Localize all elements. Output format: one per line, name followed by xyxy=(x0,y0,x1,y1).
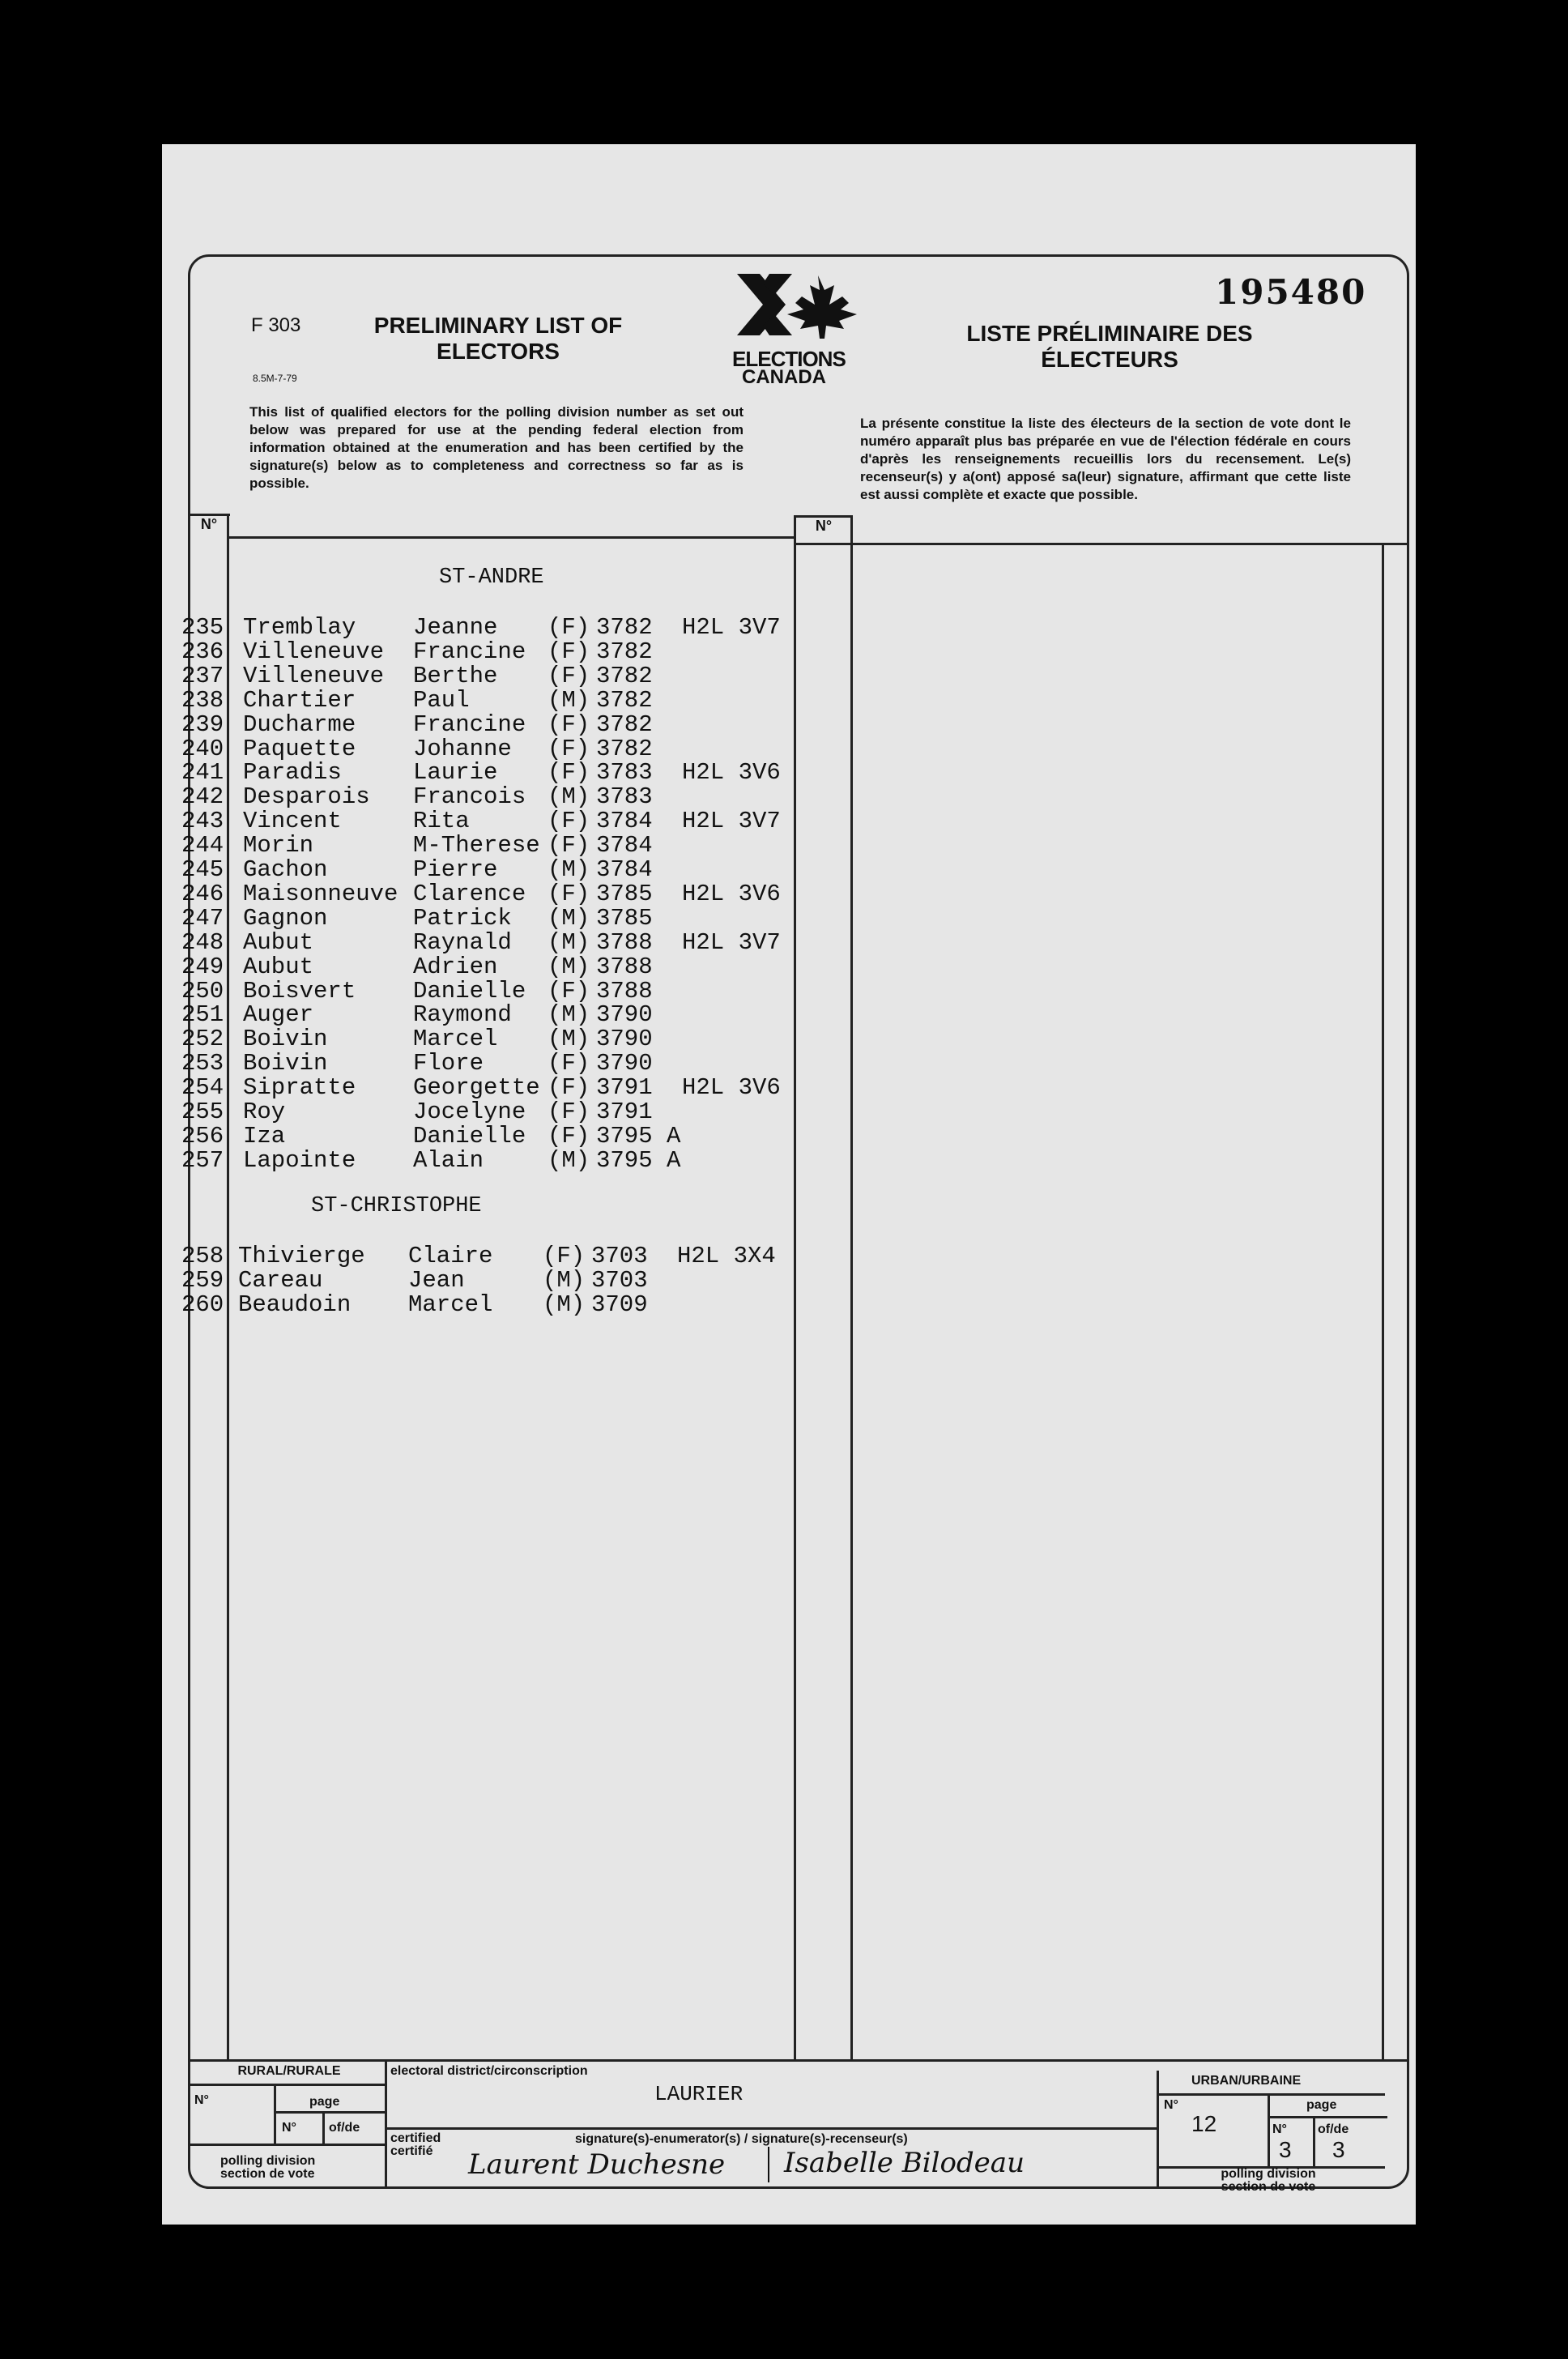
elector-civic-number: 3709 xyxy=(591,1290,648,1318)
rural-label: RURAL/RURALE xyxy=(237,2064,341,2078)
rural-box xyxy=(188,2059,387,2189)
elector-civic-number: 3782 xyxy=(596,662,653,689)
elector-given-name: Alain xyxy=(413,1146,484,1174)
elector-civic-number: 3782 xyxy=(596,614,653,641)
elector-number: 258 xyxy=(181,1243,224,1269)
elector-civic-number: 3782 xyxy=(596,735,653,762)
elector-row xyxy=(0,953,810,978)
elector-given-name: Berthe xyxy=(413,662,498,689)
elector-number: 251 xyxy=(181,1001,224,1029)
elector-given-name: Marcel xyxy=(408,1290,493,1318)
elector-surname: Villeneuve xyxy=(243,638,385,665)
elector-given-name: Flore xyxy=(413,1050,484,1077)
elector-number: 238 xyxy=(181,686,224,714)
elector-sex: (F) xyxy=(548,614,590,641)
rural-of-label: of/de xyxy=(329,2121,360,2135)
elector-given-name: Rita xyxy=(413,808,470,835)
title-english: PRELIMINARY LIST OF ELECTORS xyxy=(373,313,623,364)
intro-english: This list of qualified electors for the polling division number as set out below was prepared for use at the pending federal election from information obtained at the enumeration and has been certified by the signature(s) below as to completeness and correctness so far as is possible. xyxy=(249,404,744,491)
elector-sex: (F) xyxy=(548,1122,590,1150)
elector-sex: (F) xyxy=(548,1050,590,1077)
elector-row xyxy=(0,928,810,956)
elector-row xyxy=(0,904,810,932)
elector-given-name: Jean xyxy=(408,1266,465,1294)
elector-surname: Lapointe xyxy=(243,1146,356,1174)
urban-page-no-value: 3 xyxy=(1279,2137,1292,2162)
elector-row xyxy=(0,1122,810,1150)
elector-number: 235 xyxy=(181,614,224,641)
elector-given-name: Georgette xyxy=(413,1074,540,1102)
elector-row xyxy=(0,1050,810,1077)
district-value: LAURIER xyxy=(654,2082,744,2106)
elector-surname: Boivin xyxy=(243,1050,328,1077)
elector-row xyxy=(0,1098,810,1123)
elector-number: 252 xyxy=(181,1026,224,1053)
elector-number: 236 xyxy=(181,638,224,665)
elector-given-name: Claire xyxy=(408,1243,493,1269)
section-heading-st-andre: ST-ANDRE xyxy=(439,565,544,590)
header-divider-right xyxy=(794,543,1409,545)
elector-civic-number: 3785 xyxy=(596,880,653,907)
rural-no-label: N° xyxy=(194,2093,209,2107)
header-divider-mid xyxy=(227,536,795,539)
elector-surname: Boisvert xyxy=(243,977,356,1005)
elector-sex: (F) xyxy=(548,710,590,738)
elector-number: 239 xyxy=(181,710,224,738)
elector-number: 256 xyxy=(181,1122,224,1150)
elector-surname: Ducharme xyxy=(243,710,356,738)
logo-text-elections: ELECTIONS xyxy=(732,347,846,371)
elector-given-name: Francine xyxy=(413,638,526,665)
elector-postal-code: H2L 3V6 xyxy=(682,880,781,907)
elector-civic-number: 3782 xyxy=(596,638,653,665)
elector-sex: (F) xyxy=(548,808,590,835)
column-header-no-left: N° xyxy=(200,516,218,532)
elector-sex: (F) xyxy=(543,1243,586,1269)
elector-row xyxy=(0,1001,810,1029)
urban-no-label: N° xyxy=(1164,2098,1178,2112)
elector-row xyxy=(0,1074,810,1102)
elector-civic-number: 3782 xyxy=(596,686,653,714)
elector-surname: Gachon xyxy=(243,856,328,883)
rural-page-label: page xyxy=(309,2095,340,2109)
elector-sex: (M) xyxy=(548,1146,590,1174)
urban-divider xyxy=(1159,2093,1385,2096)
urban-no-divider xyxy=(1268,2093,1270,2168)
elector-given-name: Raynald xyxy=(413,928,512,956)
elector-row xyxy=(0,881,810,905)
elector-number: 254 xyxy=(181,1074,224,1102)
elector-sex: (F) xyxy=(548,832,590,860)
elector-civic-number: 3784 xyxy=(596,832,653,860)
elector-surname: Aubut xyxy=(243,928,314,956)
elector-sex: (F) xyxy=(548,735,590,762)
elector-number: 242 xyxy=(181,783,224,811)
elector-surname: Boivin xyxy=(243,1026,328,1053)
elector-row xyxy=(0,638,810,663)
elector-civic-number: 3790 xyxy=(596,1050,653,1077)
section-heading-st-christophe: ST-CHRISTOPHE xyxy=(311,1194,482,1218)
elector-row xyxy=(0,1243,810,1267)
elector-given-name: Marcel xyxy=(413,1026,498,1053)
elector-given-name: Adrien xyxy=(413,953,498,980)
elector-row xyxy=(0,759,810,787)
elector-given-name: Jocelyne xyxy=(413,1098,526,1125)
form-date: 8.5M-7-79 xyxy=(253,373,297,384)
elector-sex: (F) xyxy=(548,977,590,1005)
elector-surname: Paquette xyxy=(243,735,356,762)
elector-surname: Paradis xyxy=(243,759,342,787)
urban-page-no-label: N° xyxy=(1272,2122,1287,2136)
elector-row xyxy=(0,736,810,760)
title-french: LISTE PRÉLIMINAIRE DES ÉLECTEURS xyxy=(966,321,1253,372)
elector-given-name: Paul xyxy=(413,686,470,714)
logo-text-canada: CANADA xyxy=(742,366,826,388)
elector-given-name: Danielle xyxy=(413,1122,526,1150)
elector-given-name: Danielle xyxy=(413,977,526,1005)
elector-sex: (M) xyxy=(548,904,590,932)
urban-of-value: 3 xyxy=(1332,2137,1345,2162)
column-right-no-line xyxy=(850,515,853,2059)
rural-page-divider xyxy=(274,2111,387,2114)
rural-divider xyxy=(188,2084,385,2086)
elector-civic-number: 3791 xyxy=(596,1074,653,1102)
elector-postal-code: H2L 3V6 xyxy=(682,1074,781,1102)
elector-number: 253 xyxy=(181,1050,224,1077)
elector-postal-code: H2L 3V6 xyxy=(682,759,781,787)
urban-label: URBAN/URBAINE xyxy=(1191,2074,1302,2088)
elector-surname: Maisonneuve xyxy=(243,880,398,907)
elector-given-name: Johanne xyxy=(413,735,512,762)
elector-sex: (M) xyxy=(548,928,590,956)
elector-row xyxy=(0,1026,810,1053)
signature-separator xyxy=(768,2147,769,2182)
elector-row xyxy=(0,711,810,736)
elector-surname: Chartier xyxy=(243,686,356,714)
elector-surname: Vincent xyxy=(243,808,342,835)
elector-number: 237 xyxy=(181,662,224,689)
elector-given-name: Francois xyxy=(413,783,526,811)
urban-polling-label: polling division section de vote xyxy=(1221,2167,1316,2194)
elector-number: 240 xyxy=(181,735,224,762)
elector-surname: Sipratte xyxy=(243,1074,356,1102)
elector-civic-number: 3784 xyxy=(596,808,653,835)
elector-row xyxy=(0,977,810,1005)
elector-civic-number: 3784 xyxy=(596,856,653,883)
elector-sex: (M) xyxy=(548,856,590,883)
elector-surname: Beaudoin xyxy=(238,1290,352,1318)
elector-surname: Iza xyxy=(243,1122,286,1150)
elector-given-name: Raymond xyxy=(413,1001,512,1029)
rural-bottom-divider xyxy=(188,2144,385,2146)
elector-number: 260 xyxy=(181,1290,224,1318)
serial-number: 195480 xyxy=(1215,272,1367,312)
elector-row xyxy=(0,686,810,714)
elector-given-name: Francine xyxy=(413,710,526,738)
elector-number: 247 xyxy=(181,904,224,932)
elector-number: 257 xyxy=(181,1146,224,1174)
rural-no-divider xyxy=(274,2084,276,2145)
elector-civic-number: 3788 xyxy=(596,953,653,980)
elector-given-name: Jeanne xyxy=(413,614,498,641)
elector-sex: (F) xyxy=(548,880,590,907)
elector-number: 249 xyxy=(181,953,224,980)
signature-label: signature(s)-enumerator(s) / signature(s)-recenseur(s) xyxy=(575,2132,908,2146)
elector-sex: (M) xyxy=(548,1026,590,1053)
maple-leaf-x-icon xyxy=(721,272,883,353)
elector-number: 259 xyxy=(181,1266,224,1294)
elector-civic-number: 3783 xyxy=(596,783,653,811)
district-box xyxy=(387,2059,1157,2189)
elector-row xyxy=(0,832,810,860)
urban-of-label: of/de xyxy=(1318,2122,1349,2136)
certified-label: certified certifié xyxy=(390,2131,441,2158)
elector-number: 255 xyxy=(181,1098,224,1125)
elector-civic-number: 3785 xyxy=(596,904,653,932)
elector-number: 243 xyxy=(181,808,224,835)
elector-row xyxy=(0,808,810,835)
elector-given-name: Pierre xyxy=(413,856,498,883)
elector-sex: (M) xyxy=(548,953,590,980)
elector-surname: Morin xyxy=(243,832,314,860)
elector-civic-number: 3790 xyxy=(596,1001,653,1029)
elector-sex: (M) xyxy=(548,783,590,811)
elector-given-name: Patrick xyxy=(413,904,512,932)
intro-french: La présente constitue la liste des électeurs de la section de vote dont le numéro apparaît plus bas préparée en vue de l'élection fédérale en cours d'après les renseignements recueillis lors du recensement. Le(s) recenseur(s) y a(ont) apposé sa(leur) signature, affirmant que cette liste est aussi complète et exacte que possible. xyxy=(860,416,1351,502)
elector-postal-code: H2L 3X4 xyxy=(677,1243,776,1269)
column-header-no-right: N° xyxy=(815,518,833,534)
elector-civic-number: 3783 xyxy=(596,759,653,787)
elector-surname: Thivierge xyxy=(238,1243,365,1269)
elector-row xyxy=(0,783,810,811)
elector-postal-code: H2L 3V7 xyxy=(682,808,781,835)
elector-number: 245 xyxy=(181,856,224,883)
elector-number: 246 xyxy=(181,880,224,907)
elector-row xyxy=(0,663,810,687)
elector-row xyxy=(0,1266,810,1294)
elector-sex: (M) xyxy=(543,1290,586,1318)
elector-number: 248 xyxy=(181,928,224,956)
elector-civic-number: 3795 A xyxy=(596,1122,681,1150)
urban-box xyxy=(1157,2071,1385,2194)
elector-sex: (F) xyxy=(548,1098,590,1125)
elector-surname: Careau xyxy=(238,1266,323,1294)
elector-given-name: M-Therese xyxy=(413,832,540,860)
elector-number: 250 xyxy=(181,977,224,1005)
elector-civic-number: 3790 xyxy=(596,1026,653,1053)
elector-sex: (F) xyxy=(548,1074,590,1102)
elector-given-name: Clarence xyxy=(413,880,526,907)
column-right-inner-line xyxy=(1382,543,1384,2059)
elector-civic-number: 3703 xyxy=(591,1243,648,1269)
elector-postal-code: H2L 3V7 xyxy=(682,928,781,956)
urban-of-divider xyxy=(1313,2116,1315,2168)
elector-sex: (M) xyxy=(543,1266,586,1294)
urban-page-divider xyxy=(1268,2116,1387,2118)
elector-surname: Roy xyxy=(243,1098,286,1125)
signature-enumerator-1: Laurent Duchesne xyxy=(468,2148,726,2181)
rural-polling-label: polling division section de vote xyxy=(220,2154,316,2181)
elector-civic-number: 3703 xyxy=(591,1266,648,1294)
form-code: F 303 xyxy=(251,314,301,336)
elector-row xyxy=(0,1291,810,1316)
rural-page-no-label: N° xyxy=(282,2121,296,2135)
elector-surname: Tremblay xyxy=(243,614,356,641)
elector-surname: Gagnon xyxy=(243,904,328,932)
elector-postal-code: H2L 3V7 xyxy=(682,614,781,641)
elector-number: 244 xyxy=(181,832,224,860)
elector-civic-number: 3788 xyxy=(596,928,653,956)
elections-canada-logo xyxy=(721,272,883,386)
elector-sex: (F) xyxy=(548,638,590,665)
elector-civic-number: 3791 xyxy=(596,1098,653,1125)
elector-row xyxy=(0,1146,810,1174)
elector-surname: Aubut xyxy=(243,953,314,980)
elector-sex: (M) xyxy=(548,1001,590,1029)
elector-civic-number: 3788 xyxy=(596,977,653,1005)
elector-civic-number: 3782 xyxy=(596,710,653,738)
district-divider xyxy=(387,2127,1157,2130)
district-label: electoral district/circonscription xyxy=(390,2064,588,2078)
elector-row xyxy=(0,856,810,881)
elector-sex: (M) xyxy=(548,686,590,714)
elector-sex: (F) xyxy=(548,759,590,787)
elector-sex: (F) xyxy=(548,662,590,689)
rural-of-divider xyxy=(322,2111,325,2145)
elector-surname: Auger xyxy=(243,1001,314,1029)
elector-surname: Desparois xyxy=(243,783,370,811)
urban-no-value: 12 xyxy=(1191,2111,1217,2136)
elector-surname: Villeneuve xyxy=(243,662,385,689)
elector-row xyxy=(0,614,810,641)
elector-civic-number: 3795 A xyxy=(596,1146,681,1174)
elector-given-name: Laurie xyxy=(413,759,498,787)
elector-number: 241 xyxy=(181,759,224,787)
urban-page-label: page xyxy=(1306,2098,1337,2112)
signature-enumerator-2: Isabelle Bilodeau xyxy=(784,2147,1025,2179)
